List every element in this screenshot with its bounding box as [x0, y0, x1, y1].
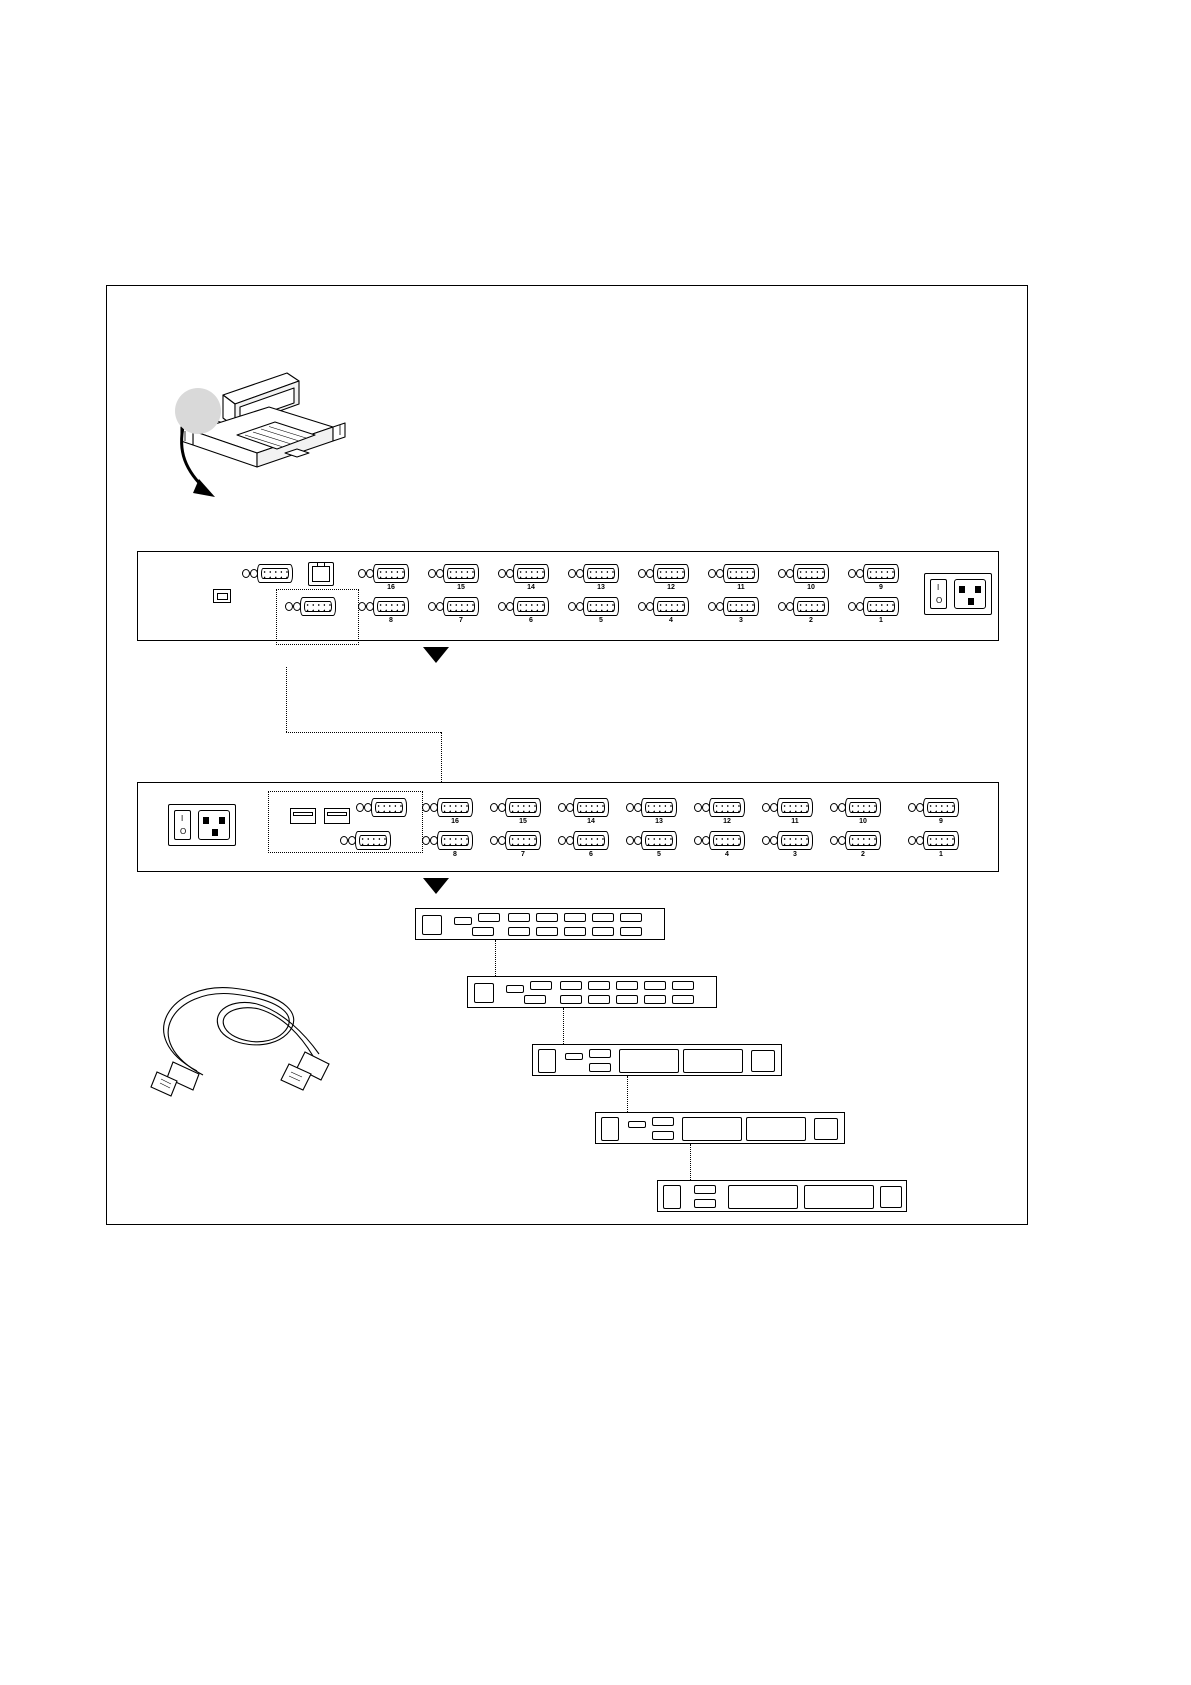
stage1-chain-port-2 [472, 927, 494, 936]
stage5-power [880, 1186, 902, 1208]
console-rear-panel: 16 15 14 13 12 11 10 9 8 7 6 5 4 3 2 1 I O [137, 551, 999, 641]
callout-line-vertical-2 [441, 732, 442, 782]
stage5-chain-port [694, 1185, 716, 1194]
stage2-chain-port [530, 981, 552, 990]
stage2-usb [506, 985, 524, 993]
flow-arrow-2 [423, 878, 449, 894]
stage2-port-a [560, 981, 582, 990]
stage3-chain-port-2 [589, 1063, 611, 1072]
stage4-port-bank-2 [746, 1117, 806, 1141]
kvm-switch-stage-2 [467, 976, 717, 1008]
diagram-frame [106, 285, 1028, 1225]
daisy-chain-cable-illustration [137, 976, 367, 1106]
stage3-power [751, 1050, 775, 1072]
rotation-pivot-marker [175, 388, 221, 434]
stage5-port-bank-1 [728, 1185, 798, 1209]
stage1-port-c [536, 913, 558, 922]
stage5-port-bank-2 [804, 1185, 874, 1209]
stage4-chain-port [652, 1117, 674, 1126]
stage2-port-f [616, 995, 638, 1004]
callout-line-horizontal-1 [286, 732, 441, 733]
power-switch-top: I O [930, 579, 947, 609]
stage1-chain-port [478, 913, 500, 922]
kvm-switch-stage-1 [415, 908, 665, 940]
stage4-chain-port-2 [652, 1131, 674, 1140]
power-module-bottom [168, 804, 236, 846]
power-module-top [924, 573, 992, 615]
chain-link-3 [627, 1076, 628, 1112]
stage3-port-bank-2 [683, 1049, 743, 1073]
stage1-port-h [592, 927, 614, 936]
kvm-switch-rear-panel: I O 16 15 14 13 12 11 10 9 8 7 6 5 4 3 2 1 [137, 782, 999, 872]
cable-drawing [137, 976, 367, 1106]
stage2-chain-port-2 [524, 995, 546, 1004]
stage2-port-i [672, 981, 694, 990]
stage3-led-block [538, 1049, 556, 1073]
stage2-port-e [616, 981, 638, 990]
daisy-chain-rj45-port [308, 562, 334, 586]
chain-link-2 [563, 1008, 564, 1044]
kvm-switch-stage-5 [657, 1180, 907, 1212]
chain-link-4 [690, 1144, 691, 1180]
stage5-chain-port-2 [694, 1199, 716, 1208]
stage4-led-block [601, 1117, 619, 1141]
stage4-usb [628, 1121, 646, 1128]
stage2-port-b [560, 995, 582, 1004]
stage1-port-f [564, 927, 586, 936]
stage2-port-j [672, 995, 694, 1004]
stage2-power [474, 983, 494, 1003]
stage1-port-i [620, 913, 642, 922]
stage1-port-j [620, 927, 642, 936]
stage2-port-c [588, 981, 610, 990]
stage5-led-block [663, 1185, 681, 1209]
stage2-port-d [588, 995, 610, 1004]
stage1-port-b [508, 927, 530, 936]
stage1-port-e [564, 913, 586, 922]
callout-line-vertical-1 [286, 667, 287, 732]
firmware-upgrade-icon [213, 589, 231, 603]
lcd-console-illustration [137, 361, 387, 531]
stage1-port-a [508, 913, 530, 922]
kvm-switch-stage-4 [595, 1112, 845, 1144]
power-switch-bottom: I O [174, 810, 191, 840]
stage2-port-g [644, 981, 666, 990]
kvm-switch-stage-3 [532, 1044, 782, 1076]
stage3-port-bank-1 [619, 1049, 679, 1073]
stage4-port-bank-1 [682, 1117, 742, 1141]
daisy-chain-callout-box-bottom [268, 791, 423, 853]
chain-link-1 [495, 940, 496, 976]
stage3-usb [565, 1053, 583, 1060]
stage1-usb [454, 917, 472, 925]
stage1-power [422, 915, 442, 935]
stage1-port-g [592, 913, 614, 922]
daisy-chain-callout-box-top [276, 589, 359, 645]
stage3-chain-port [589, 1049, 611, 1058]
stage2-port-h [644, 995, 666, 1004]
power-inlet-bottom [198, 810, 230, 840]
console-drawing [137, 361, 387, 531]
stage4-power [814, 1118, 838, 1140]
flow-arrow-1 [423, 647, 449, 663]
stage1-port-d [536, 927, 558, 936]
power-inlet-top [954, 579, 986, 609]
